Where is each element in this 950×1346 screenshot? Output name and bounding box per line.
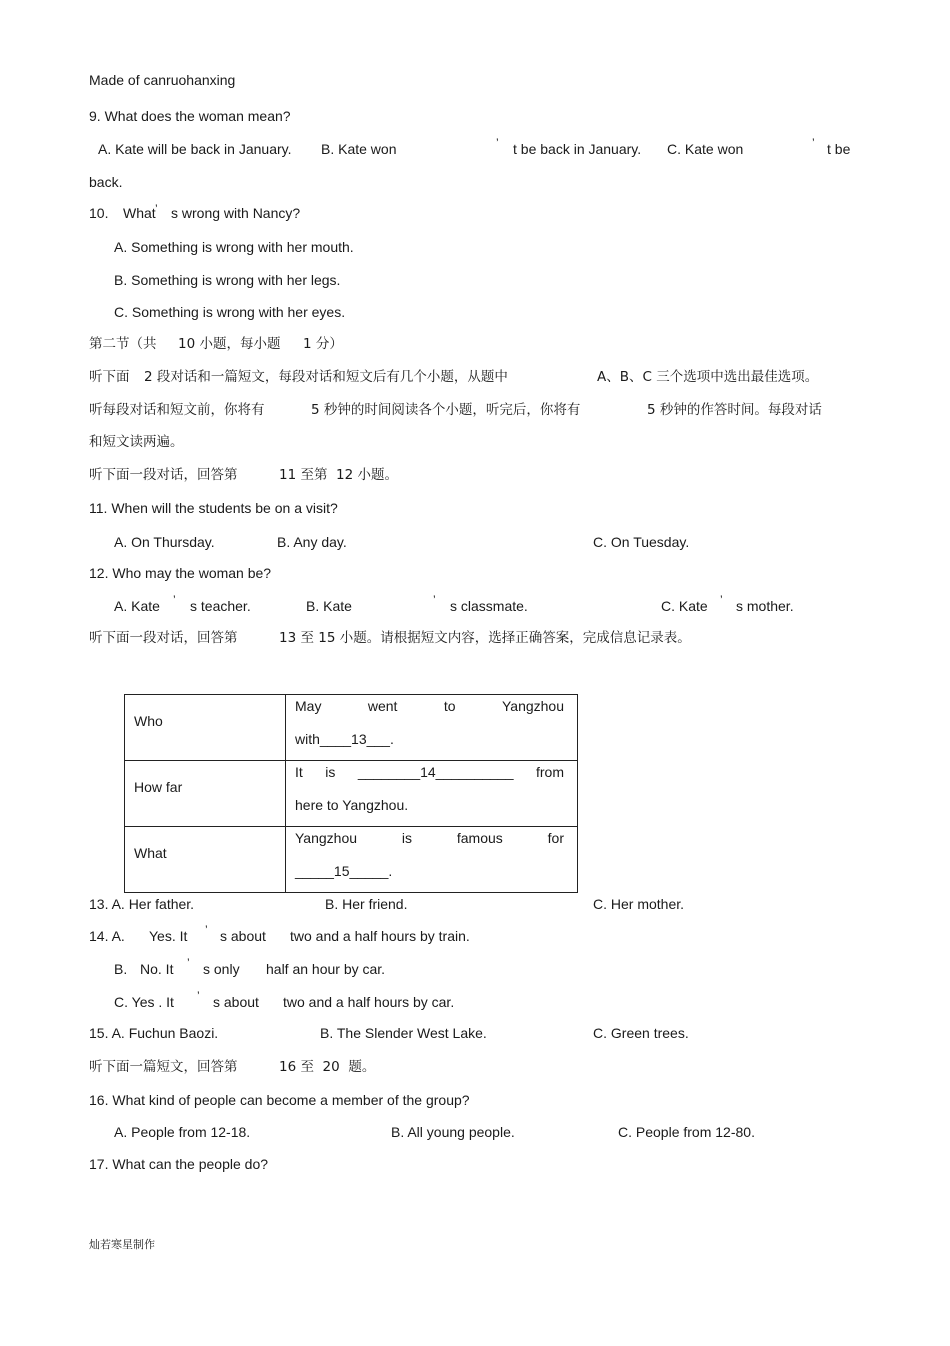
question-15-option-c: C. Green trees. bbox=[593, 1025, 689, 1041]
table-value-blank: _____15_____. bbox=[295, 863, 393, 879]
question-14-option-a-text-2: s about bbox=[220, 928, 266, 944]
question-14-option-c-text: s about bbox=[213, 994, 259, 1010]
question-9-option-c-end: t be bbox=[827, 141, 851, 157]
table-value-line: It is ________14__________ from bbox=[295, 764, 564, 780]
instruction-line-1: 听下面 bbox=[89, 369, 130, 385]
section-2-title: 第二节（共 bbox=[89, 336, 157, 352]
apostrophe: ’ bbox=[173, 593, 176, 607]
question-17-stem: 17. What can the people do? bbox=[89, 1156, 269, 1172]
dialog-2-instruction: 听下面一段对话，回答第 bbox=[89, 630, 238, 646]
table-key-label: What bbox=[134, 845, 167, 861]
instruction-line-2-end: 5 秒钟的作答时间。每段对话 bbox=[647, 402, 822, 418]
question-12-option-c: C. Kate bbox=[661, 598, 708, 614]
table-key-cell bbox=[125, 827, 286, 893]
apostrophe: ’ bbox=[155, 202, 158, 216]
table-key-cell bbox=[125, 695, 286, 761]
question-10-stem: What bbox=[123, 205, 156, 221]
question-14-option-a-text-3: two and a half hours by train. bbox=[290, 928, 470, 944]
apostrophe: ’ bbox=[496, 136, 499, 150]
apostrophe: ’ bbox=[187, 956, 190, 970]
instruction-line-1-end: A、B、C 三个选项中选出最佳选项。 bbox=[597, 369, 819, 385]
page-header: Made of canruohanxing bbox=[89, 72, 236, 88]
question-10-option-c: C. Something is wrong with her eyes. bbox=[114, 304, 346, 320]
question-14-option-a-text: Yes. It bbox=[149, 928, 188, 944]
question-13-option-c: C. Her mother. bbox=[593, 896, 685, 912]
question-16-option-c: C. People from 12-80. bbox=[618, 1124, 755, 1140]
table-value-line: May went to Yangzhou bbox=[295, 698, 564, 714]
instruction-line-3: 和短文读两遍。 bbox=[89, 434, 184, 450]
question-12-option-a: A. Kate bbox=[114, 598, 160, 614]
section-2-title-points: 1 分） bbox=[303, 336, 343, 352]
question-11-option-c: C. On Tuesday. bbox=[593, 534, 690, 550]
table-key-cell bbox=[125, 761, 286, 827]
table-row bbox=[125, 761, 578, 827]
instruction-line-2-mid: 5 秒钟的时间阅读各个小题，听完后，你将有 bbox=[311, 402, 581, 418]
question-10-number: 10. bbox=[89, 205, 109, 221]
table-value-line: Yangzhou is famous for bbox=[295, 830, 564, 846]
instruction-line-2: 听每段对话和短文前，你将有 bbox=[89, 402, 265, 418]
question-10-option-b: B. Something is wrong with her legs. bbox=[114, 272, 341, 288]
question-14-option-b-text-2: s only bbox=[203, 961, 240, 977]
question-9-option-c-wrap: back. bbox=[89, 174, 123, 190]
apostrophe: ’ bbox=[197, 989, 200, 1003]
apostrophe: ’ bbox=[720, 593, 723, 607]
question-14-option-b: B. bbox=[114, 961, 128, 977]
table-key-label: How far bbox=[134, 779, 183, 795]
question-12-stem: 12. Who may the woman be? bbox=[89, 565, 272, 581]
question-11-option-b: B. Any day. bbox=[277, 534, 347, 550]
passage-instruction: 听下面一篇短文，回答第 bbox=[89, 1059, 238, 1075]
question-14-option-c: C. Yes . It bbox=[114, 994, 174, 1010]
table-row bbox=[125, 827, 578, 893]
question-9-option-b: B. Kate won bbox=[321, 141, 397, 157]
table-value-blank: here to Yangzhou. bbox=[295, 797, 409, 813]
page-footer: 灿若寒星制作 bbox=[89, 1238, 155, 1251]
question-13-option-b: B. Her friend. bbox=[325, 896, 408, 912]
table-key-label: Who bbox=[134, 713, 163, 729]
question-12-option-a-end: s teacher. bbox=[190, 598, 251, 614]
table-row bbox=[125, 695, 578, 761]
instruction-line-1-mid: 2 段对话和一篇短文，每段对话和短文后有几个小题，从题中 bbox=[144, 369, 508, 385]
question-9-stem: 9. What does the woman mean? bbox=[89, 108, 291, 124]
table-value-blank: with____13___. bbox=[295, 731, 394, 747]
info-record-table bbox=[124, 694, 578, 893]
question-16-stem: 16. What kind of people can become a member of the group? bbox=[89, 1092, 470, 1108]
question-12-option-b-end: s classmate. bbox=[450, 598, 528, 614]
question-12-option-c-end: s mother. bbox=[736, 598, 794, 614]
question-9-option-a: A. Kate will be back in January. bbox=[98, 141, 292, 157]
question-16-option-b: B. All young people. bbox=[391, 1124, 515, 1140]
question-9-option-c: C. Kate won bbox=[667, 141, 744, 157]
question-14-option-c-text-2: two and a half hours by car. bbox=[283, 994, 455, 1010]
question-16-option-a: A. People from 12-18. bbox=[114, 1124, 251, 1140]
question-14-option-b-text-3: half an hour by car. bbox=[266, 961, 386, 977]
table-value-cell bbox=[286, 827, 578, 893]
dialog-2-instruction-range: 13 至 15 小题。请根据短文内容，选择正确答案，完成信息记录表。 bbox=[279, 630, 691, 646]
question-14-option-b-text: No. It bbox=[140, 961, 174, 977]
question-9-option-b-end: t be back in January. bbox=[513, 141, 642, 157]
question-14-option-a: 14. A. bbox=[89, 928, 125, 944]
passage-instruction-range: 16 至 20 题。 bbox=[279, 1059, 376, 1075]
apostrophe: ’ bbox=[205, 923, 208, 937]
section-2-title-count: 10 小题，每小题 bbox=[178, 336, 281, 352]
question-11-stem: 11. When will the students be on a visit? bbox=[89, 500, 338, 516]
table-value-cell bbox=[286, 695, 578, 761]
question-11-option-a: A. On Thursday. bbox=[114, 534, 215, 550]
question-10-option-a: A. Something is wrong with her mouth. bbox=[114, 239, 354, 255]
apostrophe: ’ bbox=[812, 136, 815, 150]
dialog-1-instruction-range: 11 至第 12 小题。 bbox=[279, 467, 399, 483]
table-value-cell bbox=[286, 761, 578, 827]
dialog-1-instruction: 听下面一段对话，回答第 bbox=[89, 467, 238, 483]
question-10-stem-end: s wrong with Nancy? bbox=[171, 205, 301, 221]
question-15-option-b: B. The Slender West Lake. bbox=[320, 1025, 487, 1041]
question-12-option-b: B. Kate bbox=[306, 598, 352, 614]
question-13-option-a: 13. A. Her father. bbox=[89, 896, 195, 912]
question-15-option-a: 15. A. Fuchun Baozi. bbox=[89, 1025, 219, 1041]
apostrophe: ’ bbox=[433, 593, 436, 607]
